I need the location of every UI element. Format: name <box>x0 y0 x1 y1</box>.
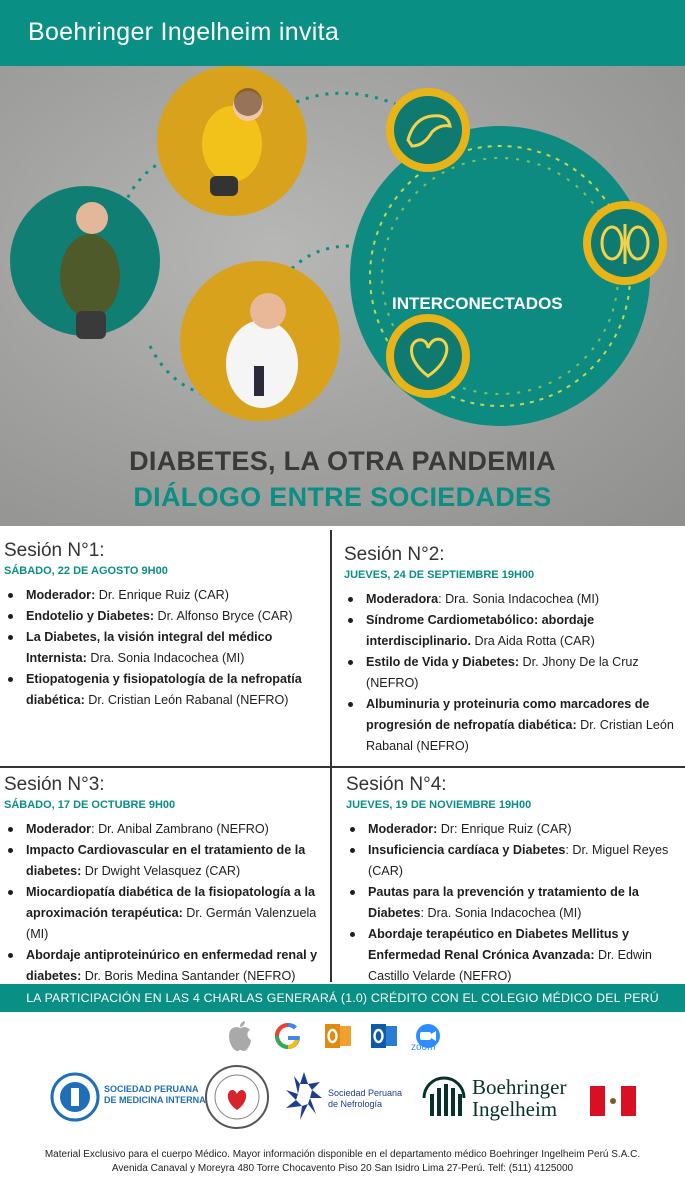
agenda-item: Albuminuria y proteinuria como marcadores de progresión de nefropatía diabética: Dr. Cristian León Rabanal (NEFRO) <box>344 694 678 757</box>
header-title: Boehringer Ingelheim invita <box>28 18 340 46</box>
session-agenda <box>344 589 678 757</box>
outlook-icon[interactable] <box>368 1018 400 1054</box>
agenda-item: Impacto Cardiovascular en el tratamiento de la diabetes: Dr Dwight Velasquez (CAR) <box>4 840 324 882</box>
agenda-item: Estilo de Vida y Diabetes: Dr. Jhony De la Cruz (NEFRO) <box>344 652 678 694</box>
session-3 <box>4 774 324 987</box>
session-date: SÁBADO, 22 DE AGOSTO 9H00 <box>4 565 168 577</box>
peru-flag-icon <box>590 1086 636 1116</box>
agenda-item: Abordaje terapéutico en Diabetes Mellitus y Enfermedad Renal Crónica Avanzada: Dr. Edwin Castillo Velarde (NEFRO) <box>346 924 678 987</box>
apple-icon[interactable] <box>224 1018 256 1054</box>
zoom-label: zoom <box>411 1042 436 1053</box>
agenda-item: Miocardiopatía diabética de la fisiopatología a la aproximación terapéutica: Dr. Germán Valenzuela (MI) <box>4 882 324 945</box>
interconectados-label: INTERCONECTADOS <box>392 294 563 313</box>
hero-subheadline: DIÁLOGO ENTRE SOCIEDADES <box>133 482 552 512</box>
agenda-item: Pautas para la prevención y tratamiento de la Diabetes: Dra. Sonia Indacochea (MI) <box>346 882 678 924</box>
session-agenda <box>4 819 324 987</box>
agenda-item: Moderadora: Dra. Sonia Indacochea (MI) <box>344 589 678 610</box>
header-bar <box>0 0 685 66</box>
session-2 <box>344 544 678 757</box>
hero-headline: DIABETES, LA OTRA PANDEMIA <box>129 446 556 476</box>
agenda-item: Moderador: Dr. Enrique Ruiz (CAR) <box>4 585 324 606</box>
outlook-web-icon[interactable] <box>322 1018 354 1054</box>
horizontal-divider <box>0 766 685 768</box>
agenda-item: Moderador: Dr: Enrique Ruiz (CAR) <box>346 819 678 840</box>
sponsor-logos-row <box>0 1062 685 1132</box>
session-date: JUEVES, 24 DE SEPTIEMBRE 19H00 <box>344 569 535 581</box>
session-title: Sesión N°1: <box>4 540 105 561</box>
agenda-item: Abordaje antiproteinúrico en enfermedad renal y diabetes: Dr. Boris Medina Santander (NEFRO) <box>4 945 324 987</box>
agenda-item: Insuficiencia cardíaca y Diabetes: Dr. Miguel Reyes (CAR) <box>346 840 678 882</box>
google-icon[interactable] <box>272 1018 304 1054</box>
credit-banner: LA PARTICIPACIÓN EN LAS 4 CHARLAS GENERARÁ (1.0) CRÉDITO CON EL COLEGIO MÉDICO DEL PERÚ <box>0 984 685 1012</box>
session-date: JUEVES, 19 DE NOVIEMBRE 19H00 <box>346 799 532 811</box>
nefrologia-logo-text: Sociedad Peruana de Nefrología <box>328 1088 403 1109</box>
spmi-logo-text: SOCIEDAD PERUANA DE MEDICINA INTERNA <box>104 1084 206 1105</box>
session-agenda <box>4 585 324 711</box>
sessions-grid <box>0 530 685 982</box>
kidneys-icon <box>583 201 667 285</box>
session-1 <box>4 540 324 711</box>
vertical-divider <box>330 530 332 982</box>
pancreas-icon <box>386 88 470 172</box>
session-title: Sesión N°4: <box>346 774 447 795</box>
cardiology-society-seal <box>204 1064 270 1130</box>
spmi-logo-icon <box>50 1072 100 1122</box>
session-title: Sesión N°3: <box>4 774 105 795</box>
boehringer-logo-icon <box>420 1074 468 1122</box>
boehringer-logo-text: Boehringer Ingelheim <box>472 1075 567 1121</box>
session-4 <box>346 774 678 987</box>
hero-banner <box>0 66 685 526</box>
calendar-icons-row <box>0 1018 685 1058</box>
heart-icon <box>386 314 470 398</box>
session-agenda <box>346 819 678 987</box>
session-title: Sesión N°2: <box>344 544 445 565</box>
footer-line-2: Avenida Canaval y Moreyra 480 Torre Chocavento Piso 20 San Isidro Lima 27-Perú. Telf: (511) 4125000 <box>111 1163 574 1174</box>
nefrologia-logo-icon <box>282 1068 326 1126</box>
footer-line-1: Material Exclusivo para el cuerpo Médico. Mayor información disponible en el departamento médico Boehringer Ingelheim Perú S.A.C. <box>44 1149 641 1160</box>
agenda-item: Síndrome Cardiometabólico: abordaje interdisciplinario. Dra Aida Rotta (CAR) <box>344 610 678 652</box>
agenda-item: Moderador: Dr. Anibal Zambrano (NEFRO) <box>4 819 324 840</box>
footer-disclaimer <box>0 1148 685 1176</box>
agenda-item: Etiopatogenia y fisiopatología de la nefropatía diabética: Dr. Cristian León Rabanal (NEFRO) <box>4 669 324 711</box>
session-date: SÁBADO, 17 DE OCTUBRE 9H00 <box>4 799 176 811</box>
agenda-item: La Diabetes, la visión integral del médico Internista: Dra. Sonia Indacochea (MI) <box>4 627 324 669</box>
agenda-item: Endotelio y Diabetes: Dr. Alfonso Bryce (CAR) <box>4 606 324 627</box>
